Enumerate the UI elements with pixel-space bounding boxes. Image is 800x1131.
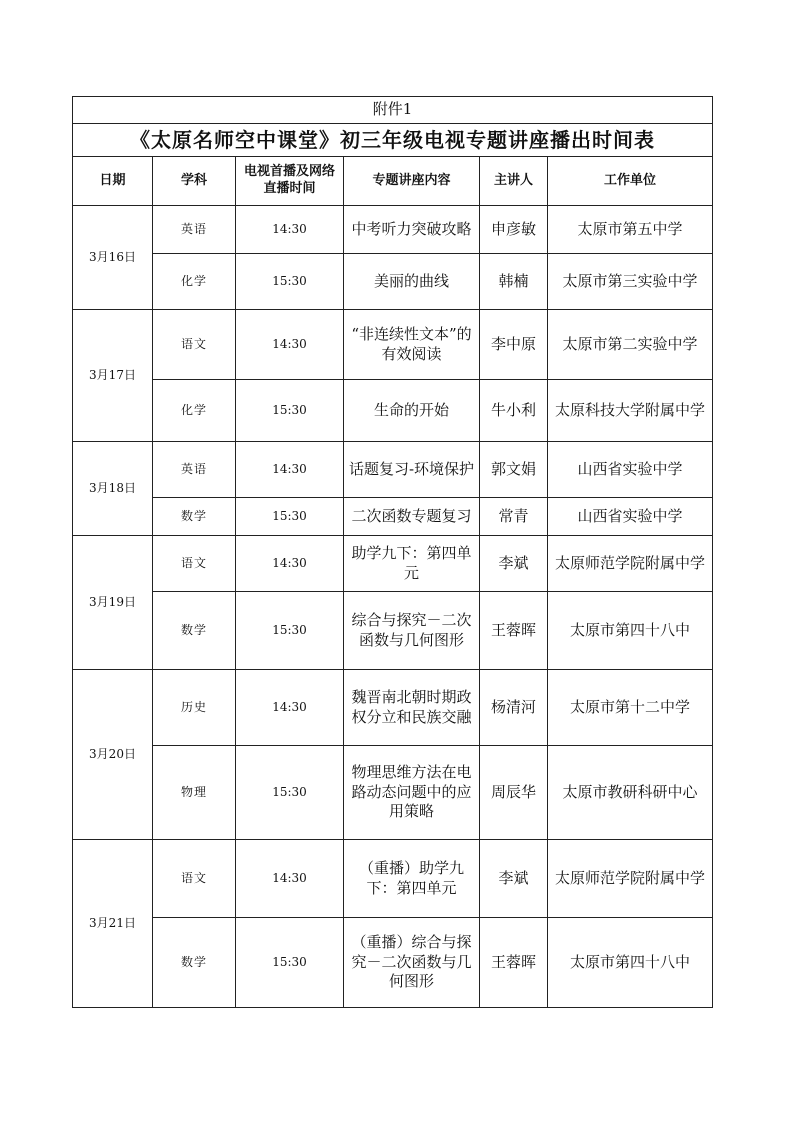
subject-cell: 化学: [153, 254, 236, 310]
header-time: 电视首播及网络直播时间: [236, 157, 344, 206]
table-row: [73, 536, 713, 592]
topic-cell: “非连续性文本”的有效阅读: [344, 310, 480, 380]
topic-cell: （重播）助学九下：第四单元: [344, 840, 480, 918]
subject-cell: 英语: [153, 206, 236, 254]
header-topic: 专题讲座内容: [344, 157, 480, 206]
unit-cell: 太原科技大学附属中学: [548, 380, 713, 442]
speaker-cell: 李斌: [480, 536, 548, 592]
unit-cell: 山西省实验中学: [548, 442, 713, 498]
time-cell: 14:30: [236, 840, 344, 918]
broadcast-schedule-table: [72, 96, 713, 1008]
speaker-cell: 李斌: [480, 840, 548, 918]
document-title: 《太原名师空中课堂》初三年级电视专题讲座播出时间表: [73, 124, 713, 157]
topic-cell: 美丽的曲线: [344, 254, 480, 310]
table-row: [73, 746, 713, 840]
subject-cell: 数学: [153, 592, 236, 670]
unit-cell: 太原师范学院附属中学: [548, 536, 713, 592]
topic-cell: （重播）综合与探究－二次函数与几何图形: [344, 918, 480, 1008]
speaker-cell: 牛小利: [480, 380, 548, 442]
time-cell: 14:30: [236, 206, 344, 254]
table-header-row: [73, 157, 713, 206]
unit-cell: 太原市第五中学: [548, 206, 713, 254]
header-unit: 工作单位: [548, 157, 713, 206]
header-speaker: 主讲人: [480, 157, 548, 206]
speaker-cell: 韩楠: [480, 254, 548, 310]
topic-cell: 中考听力突破攻略: [344, 206, 480, 254]
speaker-cell: 李中原: [480, 310, 548, 380]
header-date: 日期: [73, 157, 153, 206]
unit-cell: 太原市第四十八中: [548, 592, 713, 670]
subject-cell: 化学: [153, 380, 236, 442]
table-row: [73, 592, 713, 670]
date-cell: 3月20日: [73, 670, 153, 840]
table-row: [73, 840, 713, 918]
unit-cell: 太原市教研科研中心: [548, 746, 713, 840]
speaker-cell: 申彦敏: [480, 206, 548, 254]
annex-label: 附件1: [73, 97, 713, 124]
unit-cell: 太原市第三实验中学: [548, 254, 713, 310]
table-row: [73, 380, 713, 442]
unit-cell: 太原市第四十八中: [548, 918, 713, 1008]
time-cell: 14:30: [236, 310, 344, 380]
date-cell: 3月21日: [73, 840, 153, 1008]
unit-cell: 太原市第二实验中学: [548, 310, 713, 380]
table-row: [73, 442, 713, 498]
date-cell: 3月17日: [73, 310, 153, 442]
subject-cell: 英语: [153, 442, 236, 498]
subject-cell: 数学: [153, 498, 236, 536]
subject-cell: 数学: [153, 918, 236, 1008]
time-cell: 15:30: [236, 918, 344, 1008]
table-row: [73, 254, 713, 310]
unit-cell: 太原师范学院附属中学: [548, 840, 713, 918]
time-cell: 15:30: [236, 592, 344, 670]
topic-cell: 魏晋南北朝时期政权分立和民族交融: [344, 670, 480, 746]
annex-row: [73, 97, 713, 124]
time-cell: 14:30: [236, 536, 344, 592]
topic-cell: 话题复习-环境保护: [344, 442, 480, 498]
subject-cell: 历史: [153, 670, 236, 746]
table-row: [73, 670, 713, 746]
date-cell: 3月16日: [73, 206, 153, 310]
table-row: [73, 206, 713, 254]
unit-cell: 山西省实验中学: [548, 498, 713, 536]
speaker-cell: 王蓉晖: [480, 592, 548, 670]
topic-cell: 综合与探究－二次函数与几何图形: [344, 592, 480, 670]
topic-cell: 生命的开始: [344, 380, 480, 442]
time-cell: 15:30: [236, 254, 344, 310]
speaker-cell: 杨清河: [480, 670, 548, 746]
speaker-cell: 常青: [480, 498, 548, 536]
table-row: [73, 498, 713, 536]
time-cell: 14:30: [236, 442, 344, 498]
table-row: [73, 310, 713, 380]
subject-cell: 语文: [153, 536, 236, 592]
topic-cell: 物理思维方法在电路动态问题中的应用策略: [344, 746, 480, 840]
subject-cell: 语文: [153, 840, 236, 918]
time-cell: 15:30: [236, 380, 344, 442]
time-cell: 15:30: [236, 746, 344, 840]
topic-cell: 助学九下：第四单元: [344, 536, 480, 592]
time-cell: 15:30: [236, 498, 344, 536]
topic-cell: 二次函数专题复习: [344, 498, 480, 536]
subject-cell: 物理: [153, 746, 236, 840]
speaker-cell: 周辰华: [480, 746, 548, 840]
time-cell: 14:30: [236, 670, 344, 746]
title-row: [73, 124, 713, 157]
date-cell: 3月18日: [73, 442, 153, 536]
date-cell: 3月19日: [73, 536, 153, 670]
unit-cell: 太原市第十二中学: [548, 670, 713, 746]
speaker-cell: 郭文娟: [480, 442, 548, 498]
speaker-cell: 王蓉晖: [480, 918, 548, 1008]
subject-cell: 语文: [153, 310, 236, 380]
table-row: [73, 918, 713, 1008]
header-subject: 学科: [153, 157, 236, 206]
